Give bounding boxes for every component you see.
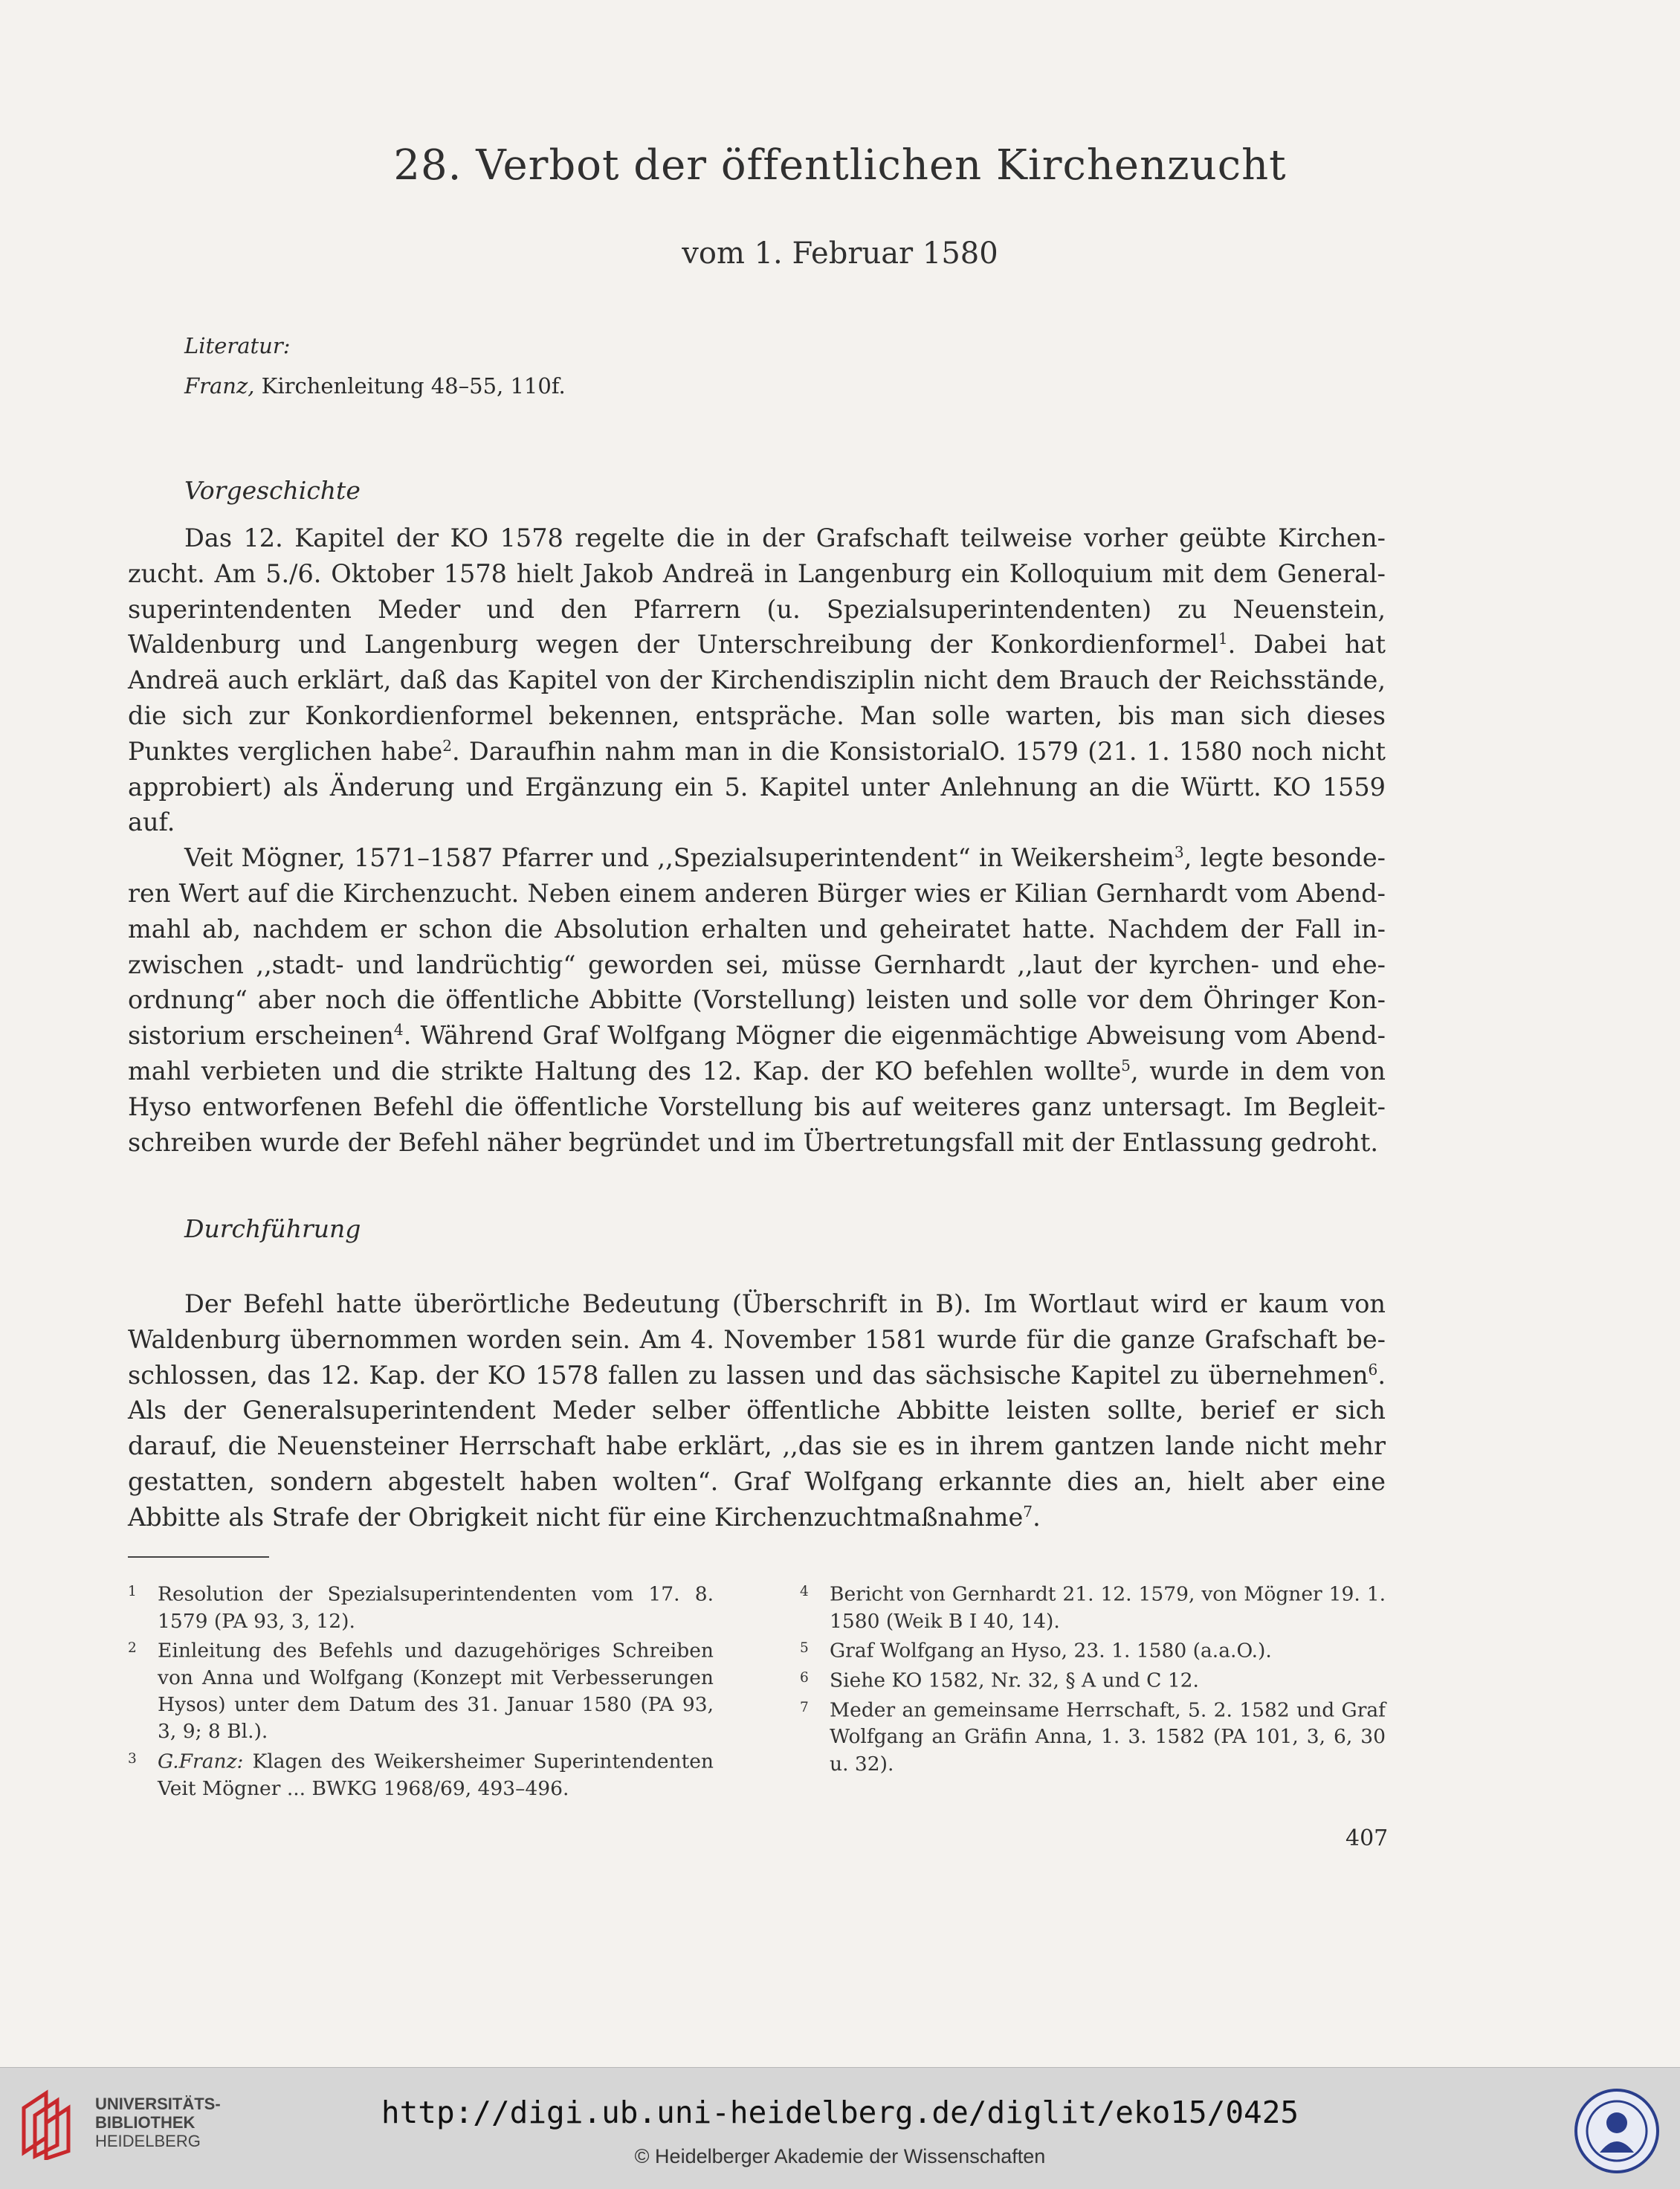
logo-line-1: UNIVERSITÄTS- [95,2095,221,2113]
literature-author: Franz, [184,373,255,399]
university-seal-icon[interactable] [1574,2089,1659,2173]
cited-author: G.Franz: [158,1750,244,1773]
page-number: 407 [1345,1825,1389,1851]
text-run: . Daraufhin nahm man in die KonsistorialO. 1579 (21. 1. 1580 noch nicht approbiert) als Änderung und Ergänzung ein 5. Kapitel unter Anlehnung an die Württ. KO 1559 auf. [128,736,1386,837]
document-url-link[interactable]: http://digi.ub.uni-heidelberg.de/diglit/eko15/0425 [381,2095,1299,2130]
text-run: . Als der Generalsuperintendent Meder selber öffentliche Abbitte leisten sollte, berief er sich darauf, die Neuensteiner Herrschaft habe erklärt, ,,das sie es in ihrem gantzen lande nicht mehr gestatten, sondern abgestelt haben wolten“. Graf Wolfgang erkannte dies an, hielt aber eine Abbitte als Strafe der Obrigkeit nicht für eine Kirchenzuchtmaßnahme [128,1360,1386,1532]
literature-label: Literatur: [184,333,291,358]
text-run: Siehe KO 1582, Nr. 32, § A und C 12. [830,1669,1199,1692]
text-run: Graf Wolfgang an Hyso, 23. 1. 1580 (a.a.O.). [830,1639,1272,1663]
footnote-reference: 7 [1023,1502,1033,1521]
page-subtitle: vom 1. Februar 1580 [682,236,998,271]
text-run: Resolution der Spezialsuperintendenten vom 17. 8. 1579 (PA 93, 3, 12). [158,1582,714,1633]
copyright-notice: © Heidelberger Akademie der Wissenschaften [634,2145,1046,2167]
text-run: . [1033,1502,1041,1532]
footnote-reference: 1 [1218,630,1228,648]
footnote [800,1665,1386,1695]
footnotes-right-column [800,1579,1386,1778]
text-run: Klagen des Weikersheimer Superintendenten Veit Mögner ... BWKG 1968/69, 493–496. [158,1750,714,1800]
footnote-divider [128,1556,269,1558]
footnote-number: 1 [128,1584,137,1599]
literature-text: Kirchenleitung 48–55, 110f. [254,373,566,399]
footnote-reference: 3 [1174,843,1184,862]
logo-line-3: HEIDELBERG [95,2132,201,2150]
body-paragraph [128,520,1386,840]
footnote-reference: 4 [393,1021,404,1039]
page-title: 28. Verbot der öffentlichen Kirchenzucht [393,141,1287,190]
text-run: Der Befehl hatte überörtliche Bedeutung (Überschrift in B). Im Wortlaut wird er kaum von Waldenburg übernommen worden sein. Am 4. November 1581 wurde für die ganze Grafschaft beschlossen, das 12. Kap. der KO 1578 fallen zu lassen und das sächsische Kapitel zu übernehmen [128,1289,1386,1390]
text-run: , wurde in dem von Hyso entworfenen Befehl die öffentliche Vorstellung bis auf weiteres ganz untersagt. Im Begleitschreiben wurde der Befehl näher begründet und im Übertretungsfall mit der Entlassung gedroht. [128,1056,1386,1157]
body-paragraph [128,840,1386,1160]
footnote-reference: 6 [1368,1360,1378,1379]
footnote-number: 7 [800,1699,809,1715]
section-heading-durchfuehrung: Durchführung [184,1214,361,1243]
section-body-vorgeschichte [128,520,1386,1160]
text-run: Bericht von Gernhardt 21. 12. 1579, von Mögner 19. 1. 1580 (Weik B I 40, 14). [830,1582,1386,1633]
viewer-footer [0,2067,1680,2189]
footnote [128,1635,714,1746]
body-paragraph [128,1286,1386,1535]
footnote-number: 4 [800,1584,809,1599]
section-heading-vorgeschichte: Vorgeschichte [184,476,361,505]
footnote-number: 3 [128,1750,137,1767]
footnote-reference: 2 [442,736,452,755]
footnote-number: 6 [800,1669,809,1686]
text-run: , legte besonderen Wert auf die Kirchenzucht. Neben einem anderen Bürger wies er Kilian Gernhardt vom Abendmahl ab, nachdem er schon die Absolution erhalten und geheiratet hatte. Nachdem der Fall inzwischen ,,stadt- und landrüchtig“ geworden sei, müsse Gernhardt ,,laut der kyrchen- und eheordnung“ aber noch die öffentliche Abbitte (Vorstellung) leisten und solle vor dem Öhringer Konsistorium erscheinen [128,843,1386,1051]
footnote-number: 5 [800,1640,809,1657]
footnote-reference: 5 [1121,1056,1131,1074]
text-run: . Während Graf Wolfgang Mögner die eigenmächtige Abweisung vom Abendmahl verbieten und die strikte Haltung des 12. Kap. der KO befehlen wollte [128,1021,1386,1086]
footnote [800,1579,1386,1635]
text-run: . Dabei hat Andreä auch erklärt, daß das Kapitel von der Kirchendisziplin nicht dem Brauch der Reichsstände, die sich zur Konkordienformel bekennen, entspräche. Man solle warten, bis man sich dieses Punktes verglichen habe [128,630,1386,766]
text-run: Das 12. Kapitel der KO 1578 regelte die in der Grafschaft teilweise vorher geübte Kirchenzucht. Am 5./6. Oktober 1578 hielt Jakob Andreä in Langenburg ein Kolloquium mit dem Generalsuperintendenten Meder und den Pfarrern (u. Spezialsuperintendenten) zu Neuenstein, Waldenburg und Langenburg wegen der Unterschreibung der Konkordienformel [128,523,1386,660]
footnote-number: 2 [128,1640,137,1657]
logo-line-2: BIBLIOTHEK [95,2113,196,2132]
text-run: Meder an gemeinsame Herrschaft, 5. 2. 1582 und Graf Wolfgang an Gräfin Anna, 1. 3. 1582 (PA 101, 3, 6, 30 u. 32). [830,1698,1386,1776]
footnote [128,1746,714,1802]
footnote [800,1635,1386,1665]
literature-entry [184,373,566,399]
text-run: Einleitung des Befehls und dazugehöriges Schreiben von Anna und Wolfgang (Konzept mit Verbesserungen Hysos) unter dem Datum des 31. Januar 1580 (PA 93, 3, 9; 8 Bl.). [158,1639,714,1744]
footnotes-left-column [128,1579,714,1802]
text-run: Veit Mögner, 1571–1587 Pfarrer und ,,Spezialsuperintendent“ in Weikersheim [184,843,1175,873]
section-body-durchfuehrung [128,1286,1386,1535]
footnote [800,1695,1386,1778]
footnote [128,1579,714,1635]
